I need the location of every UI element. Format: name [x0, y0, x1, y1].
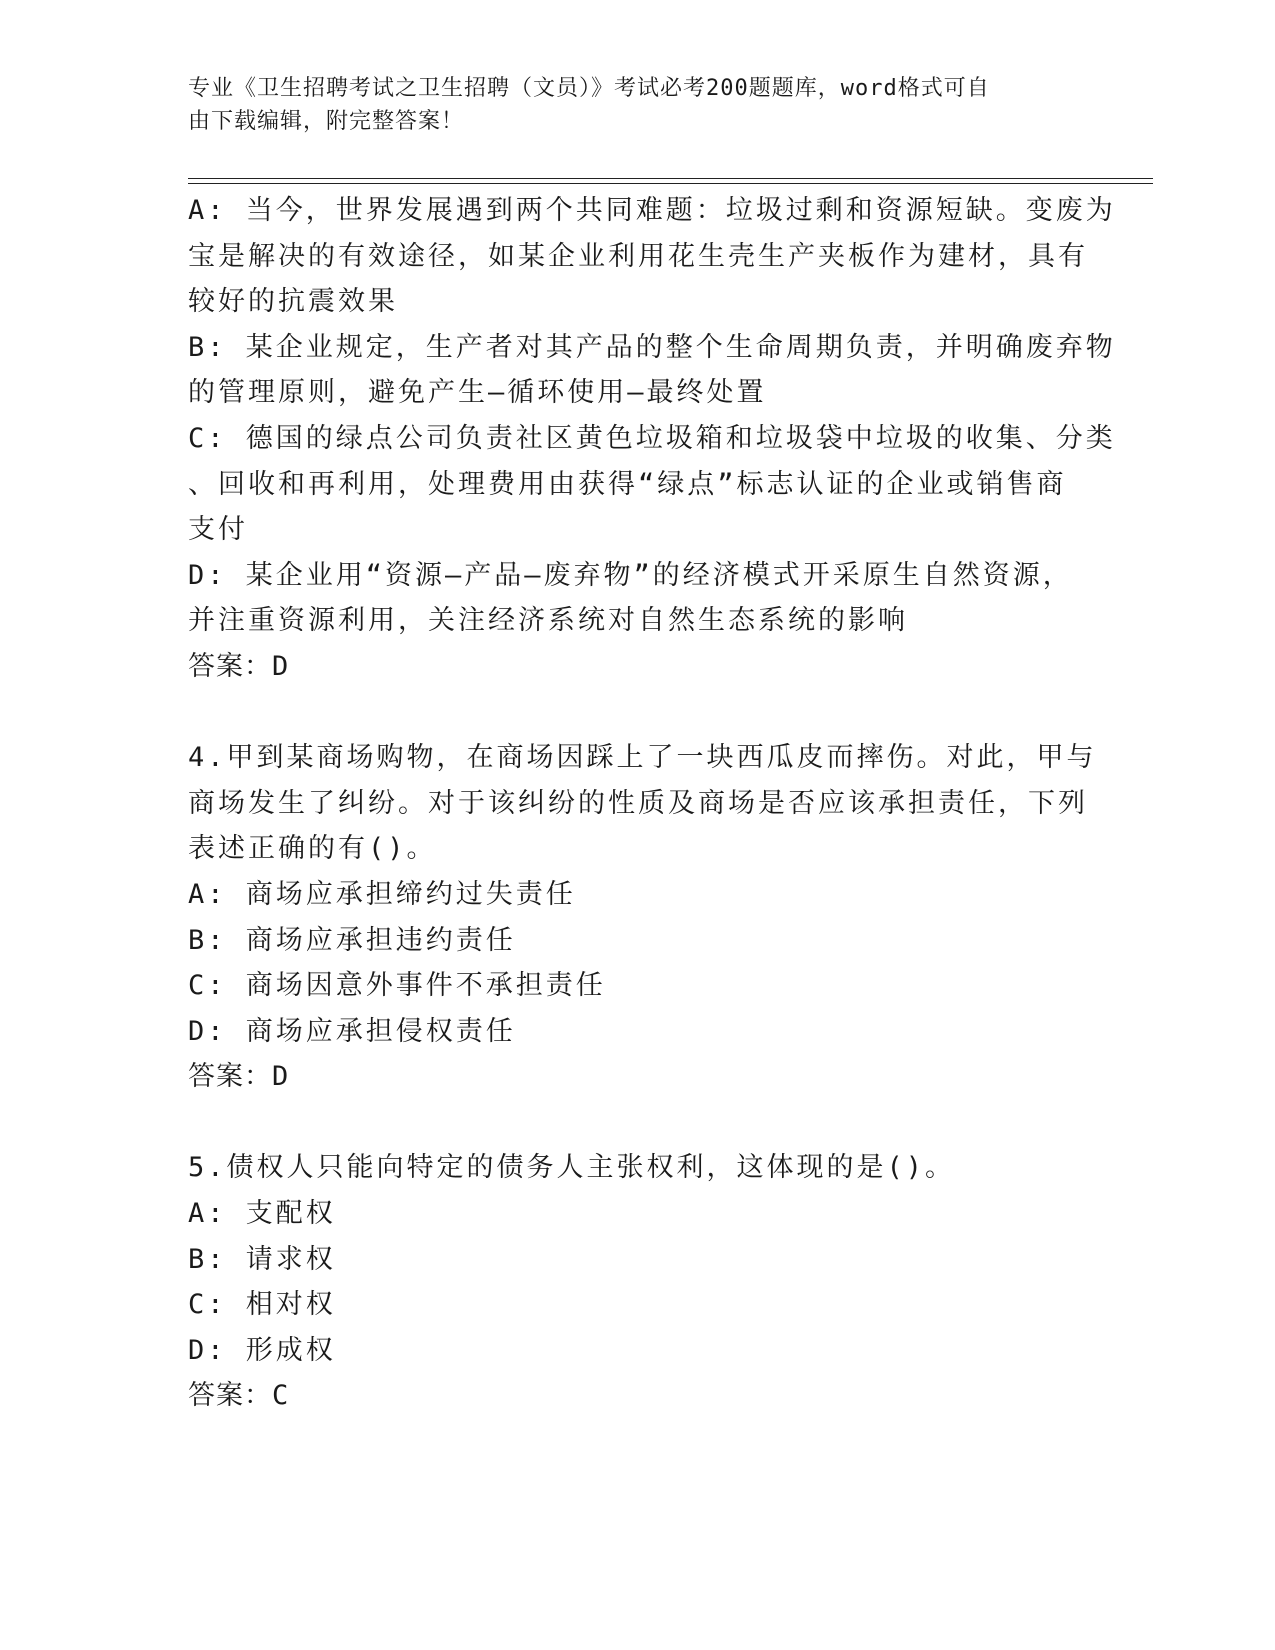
q3-answer: 答案：D — [188, 650, 290, 682]
q3-option-d-line-1: D: 某企业用“资源—产品—废弃物”的经济模式开采原生自然资源， — [188, 559, 1073, 591]
q3-option-c-line-3: 支付 — [188, 514, 248, 546]
document-header — [188, 72, 1068, 138]
question-spacer — [188, 690, 1088, 736]
q5-answer: 答案：C — [188, 1380, 290, 1412]
question-4 — [188, 735, 1097, 1100]
q3-option-c-line-2: 、回收和再利用，处理费用由获得“绿点”标志认证的企业或销售商 — [188, 468, 1067, 500]
header-divider-top — [188, 178, 1153, 179]
q4-option-a: A: 商场应承担缔约过失责任 — [188, 878, 576, 910]
question-spacer — [188, 1100, 1088, 1146]
header-line-1: 专业《卫生招聘考试之卫生招聘（文员）》考试必考200题题库，word格式可自 — [188, 76, 990, 101]
header-divider-bottom — [188, 183, 1153, 184]
q4-stem-line-1: 4.甲到某商场购物，在商场因踩上了一块西瓜皮而摔伤。对此，甲与 — [188, 742, 1097, 774]
q5-option-b: B: 请求权 — [188, 1243, 336, 1275]
q5-stem-line-1: 5.债权人只能向特定的债务人主张权利，这体现的是()。 — [188, 1152, 956, 1184]
q3-option-b-line-2: 的管理原则，避免产生—循环使用—最终处置 — [188, 377, 767, 409]
q3-option-c-line-1: C: 德国的绿点公司负责社区黄色垃圾箱和垃圾袋中垃圾的收集、分类 — [188, 422, 1116, 454]
q3-option-d-line-2: 并注重资源利用，关注经济系统对自然生态系统的影响 — [188, 605, 908, 637]
question-5 — [188, 1145, 1088, 1419]
q4-stem-line-3: 表述正确的有()。 — [188, 833, 437, 865]
header-line-2: 由下载编辑，附完整答案！ — [188, 109, 465, 134]
q4-option-b: B: 商场应承担违约责任 — [188, 924, 516, 956]
q3-option-a-line-3: 较好的抗震效果 — [188, 286, 398, 318]
question-3 — [188, 188, 1116, 690]
q4-stem-line-2: 商场发生了纠纷。对于该纠纷的性质及商场是否应该承担责任，下列 — [188, 787, 1088, 819]
q4-answer: 答案：D — [188, 1061, 290, 1093]
q3-option-a-line-2: 宝是解决的有效途径，如某企业利用花生壳生产夹板作为建材，具有 — [188, 240, 1088, 272]
q4-option-c: C: 商场因意外事件不承担责任 — [188, 970, 606, 1002]
q5-option-a: A: 支配权 — [188, 1198, 336, 1230]
q5-option-c: C: 相对权 — [188, 1289, 336, 1321]
q5-option-d: D: 形成权 — [188, 1334, 336, 1366]
question-content — [188, 188, 1116, 1419]
q3-option-a-line-1: A: 当今，世界发展遇到两个共同难题：垃圾过剩和资源短缺。变废为 — [188, 195, 1116, 226]
q3-option-b-line-1: B: 某企业规定，生产者对其产品的整个生命周期负责，并明确废弃物 — [188, 331, 1116, 363]
q4-option-d: D: 商场应承担侵权责任 — [188, 1015, 516, 1047]
